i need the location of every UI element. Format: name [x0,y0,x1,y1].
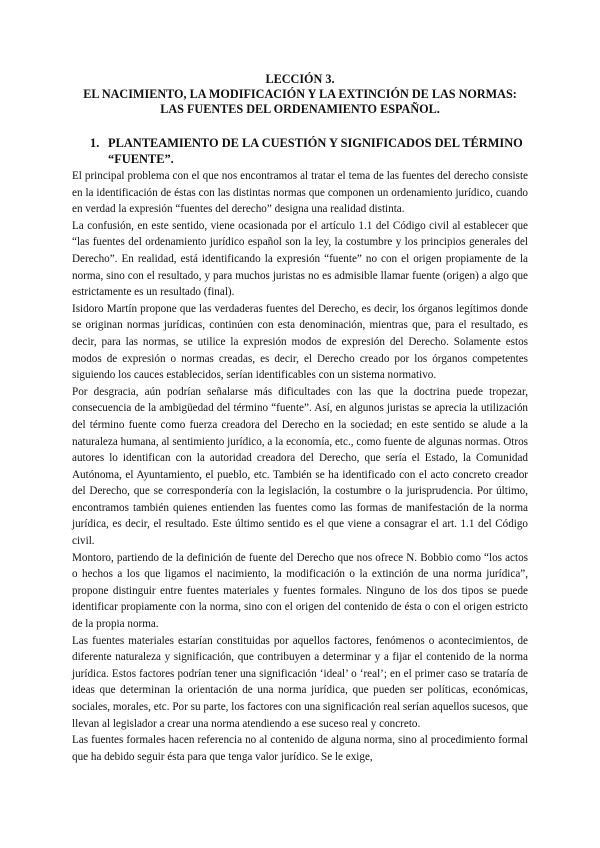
body-text [72,168,528,765]
paragraph: Por desgracia, aún podrían señalarse más dificultades con las que la doctrina puede tropezar, consecuencia de la ambigüedad del término “fuente”. Así, en algunos juristas se aprecia la utilización del término fuente como fuerza creadora del Derecho en la sociedad; en este sentido se alude a la naturaleza humana, al sentimiento jurídico, a la economía, etc., como fuente de algunas normas. Otros autores lo identifican con la autoridad creadora del Derecho, que sería el Estado, la Comunidad Autónoma, el Ayuntamiento, el pueblo, etc. También se ha identificado con el acto concreto creador del Derecho, que se correspondería con la legislación, la costumbre o la jurisprudencia. Por último, encontramos también quienes entienden las fuentes como las formas de manifestación de la norma jurídica, es decir, el resultado. Este último sentido es el que viene a consagrar el art. 1.1 del Código civil. [72,385,528,548]
lesson-title-line-2: LAS FUENTES DEL ORDENAMIENTO ESPAÑOL. [160,102,440,116]
paragraph: Montoro, partiendo de la definición de fuente del Derecho que nos ofrece N. Bobbio como “los actos o hechos a los que ligamos el nacimiento, la modificación o la extinción de una norma jurídica”, propone distinguir entre fuentes materiales y fuentes formales. Ninguno de los dos tipos se puede identificar propiamente con la norma, sino con el origen del contenido de ésta o con el origen estricto de la propia norma. [72,551,528,631]
paragraph: El principal problema con el que nos encontramos al tratar el tema de las fuentes del derecho consiste en la identificación de éstas con las distintas normas que componen un ordenamiento jurídico, cuando en verdad la expresión “fuentes del derecho” designa una realidad distinta. [72,170,528,216]
section-title: PLANTEAMIENTO DE LA CUESTIÓN Y SIGNIFICADOS DEL TÉRMINO “FUENTE”. [108,136,523,166]
paragraph: Las fuentes materiales estarían constituidas por aquellos factores, fenómenos o acontecimientos, de diferente naturaleza y significación, que contribuyen a determinar y a fijar el contenido de la norma jurídica. Estos factores podrían tener una significación ‘ideal’ o ‘real’; en el primer caso se trataría de ideas que determinan la orientación de una norma jurídica, que pueden ser políticas, económicas, sociales, morales, etc. Por su parte, los factores con una significación real serían aquellos sucesos, que llevan al legislador a crear una norma atendiendo a ese suceso real y concreto. [72,634,528,730]
lesson-title-line-1: EL NACIMIENTO, LA MODIFICACIÓN Y LA EXTINCIÓN DE LAS NORMAS: [83,87,517,101]
lesson-header [60,72,540,117]
section-number: 1. [90,136,100,150]
lesson-number: LECCIÓN 3. [265,72,335,86]
paragraph: Las fuentes formales hacen referencia no al contenido de alguna norma, sino al procedimiento formal que ha debido seguir ésta para que tenga valor jurídico. Se le exige, [72,734,528,763]
paragraph: La confusión, en este sentido, viene ocasionada por el artículo 1.1 del Código civil al establecer que “las fuentes del ordenamiento jurídico español son la ley, la costumbre y los principios generales del Derecho”. En realidad, está identificando la expresión “fuente” no con el origen propiamente de la norma, sino con el resultado, y para muchos juristas no es admisible llamar fuente (origen) a algo que estrictamente es un resultado (final). [72,219,528,299]
paragraph: Isidoro Martín propone que las verdaderas fuentes del Derecho, es decir, los órganos legítimos donde se originan normas jurídicas, continúen con esta denominación, mientras que, para el resultado, es decir, para las normas, se utilice la expresión modos de expresión del Derecho. Solamente estos modos de expresión o normas creadas, es decir, el Derecho creado por los órganos competentes siguiendo los cauces establecidos, serían identificables con un sistema normativo. [72,302,528,382]
